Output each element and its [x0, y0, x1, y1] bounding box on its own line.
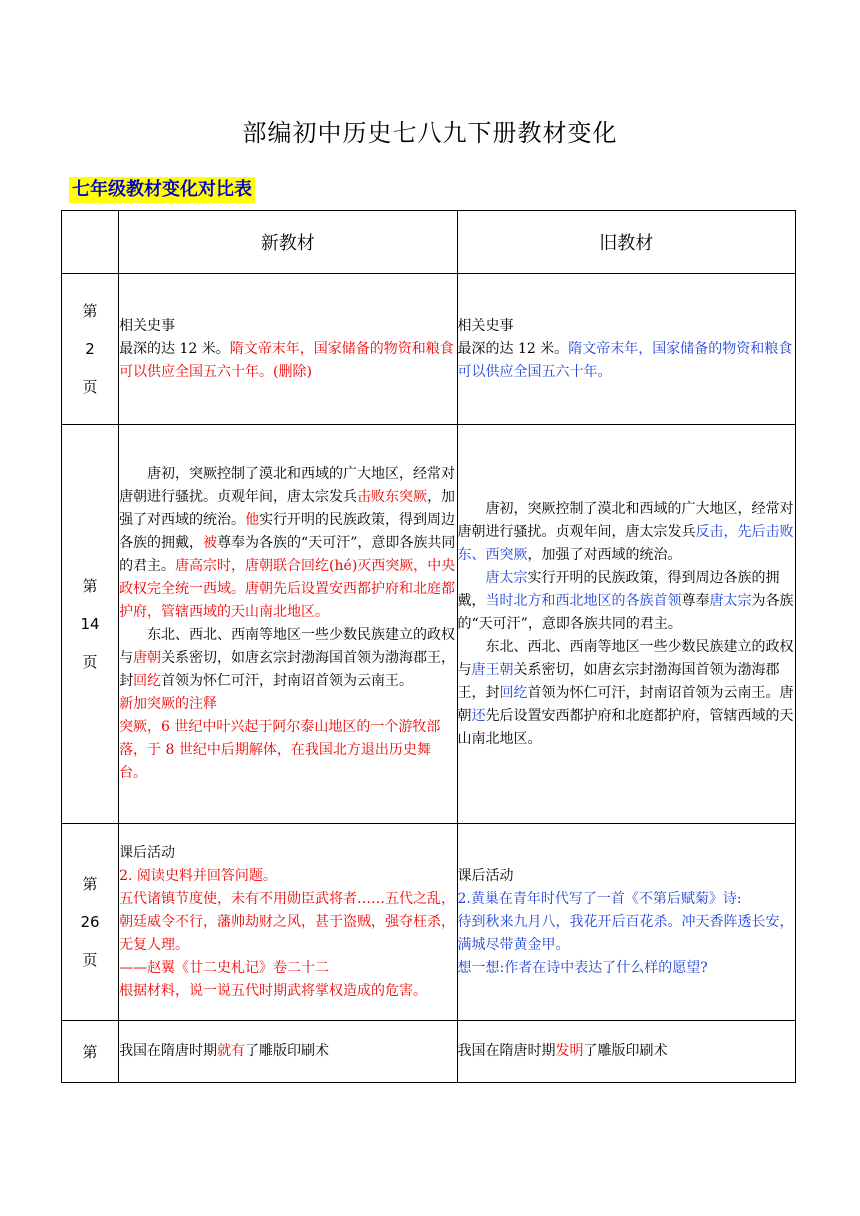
text-run: 隋文帝末年，国家储备的物资和粮食可以供应全国五六十年。(删除) — [119, 340, 454, 380]
page-label: 第 — [82, 302, 98, 320]
text-run: 发明 — [555, 1043, 584, 1059]
text-run: 被 — [203, 535, 218, 551]
text-run: 尊奉为各族的“天可汗”，意即各族共同的君主。 — [119, 535, 456, 574]
paragraph — [119, 842, 456, 865]
text-run: 首领为怀仁可汗，封南诏首领为云南王。 — [161, 673, 414, 689]
text-run: 2. 阅读史料并回答问题。 — [119, 867, 277, 884]
table-header-row — [62, 211, 796, 274]
text-run: ，加强了对西域的统治。 — [527, 546, 682, 563]
paragraph — [458, 338, 795, 384]
text-run: 我国在隋唐时期 — [119, 1043, 218, 1059]
text-run: 最深的达 12 米。 — [119, 340, 230, 357]
paragraph — [458, 315, 795, 338]
page-cell — [62, 425, 119, 824]
text-run: 当时北方和西北地区的各族首领 — [485, 592, 682, 609]
paragraph — [458, 865, 795, 888]
text-run: 他 — [245, 512, 260, 528]
text-run: 为各族的“天可汗”，意即各族共同的君主。 — [457, 592, 794, 632]
text-run: 唐初，突厥控制了漠北和西域的广大地区，经常对唐朝进行骚扰。贞观年间，唐太宗发兵 — [457, 500, 794, 540]
text-run: ，加强了对西域的统治。 — [119, 489, 456, 528]
new-content-cell — [119, 824, 457, 1021]
paragraph — [119, 463, 456, 624]
text-run: 了雕版印刷术 — [583, 1043, 668, 1059]
old-content-cell — [457, 824, 795, 1021]
text-run: 唐太宗 — [485, 569, 528, 586]
text-run: 隋文帝末年，国家储备的物资和粮食可以供应全国五六十年。 — [457, 340, 793, 380]
paragraph — [458, 1040, 795, 1063]
paragraph — [119, 693, 456, 716]
text-run: 待到秋来九月八，我花开后百花杀。冲天香阵透长安，满城尽带黄金甲。 — [457, 913, 794, 953]
old-content-cell — [457, 1021, 795, 1083]
text-run: 尊奉 — [681, 592, 710, 609]
table-row — [62, 425, 796, 824]
text-run: 了雕版印刷术 — [245, 1043, 330, 1059]
header-old: 旧教材 — [457, 211, 795, 274]
text-run: 还 — [471, 707, 486, 724]
paragraph — [119, 888, 456, 957]
text-run: 首领为怀仁可汗，封南诏首领为云南王。唐朝 — [457, 684, 794, 724]
page-cell — [62, 824, 119, 1021]
text-run: 唐朝 — [133, 650, 162, 666]
text-run: 相关史事 — [457, 317, 514, 334]
paragraph — [458, 498, 795, 567]
page-label: 26 — [80, 913, 100, 931]
text-run: 突厥，6 世纪中叶兴起于阿尔泰山地区的一个游牧部落，于 8 世纪中后期解体，在我国北方退出历史舞台。 — [119, 719, 441, 781]
text-run: 2.黄巢在青年时代写了一首《不第后赋菊》诗: — [457, 890, 742, 907]
text-run: ——赵翼《廿二史札记》卷二十二 — [119, 959, 330, 976]
text-run: 关系密切，如唐玄宗封渤海国首领为渤海郡王，封 — [457, 661, 780, 701]
paragraph — [458, 957, 795, 980]
text-run: 新加突厥的注释 — [119, 696, 218, 712]
text-run: 实行开明的民族政策，得到周边各族的拥戴， — [119, 512, 456, 551]
text-run: 反击，先后击败东、西突厥 — [457, 523, 794, 563]
text-run: 东北、西北、西南等地区一些少数民族建立的政权与 — [457, 638, 794, 678]
text-run: 回纥 — [133, 673, 162, 689]
paragraph — [458, 911, 795, 957]
table-row — [62, 1021, 796, 1083]
corner-cell — [62, 211, 119, 274]
page-label: 页 — [82, 378, 98, 396]
paragraph — [119, 338, 456, 384]
paragraph — [119, 624, 456, 693]
paragraph — [119, 315, 456, 338]
text-run: 唐初，突厥控制了漠北和西域的广大地区，经常对唐朝进行骚扰。贞观年间，唐太宗发兵 — [119, 466, 456, 505]
paragraph — [119, 1040, 456, 1063]
text-run: 唐太宗 — [709, 592, 752, 609]
page-label: 页 — [82, 653, 98, 671]
text-run: 相关史事 — [119, 317, 176, 334]
paragraph — [119, 957, 456, 980]
paragraph — [458, 888, 795, 911]
document-title: 部编初中历史七八九下册教材变化 — [242, 119, 618, 147]
text-run: 我国在隋唐时期 — [457, 1043, 556, 1059]
comparison-table — [61, 210, 796, 1083]
page-label: 第 — [82, 1042, 98, 1061]
new-content-cell — [119, 274, 457, 425]
page-label: 2 — [85, 340, 95, 358]
new-content-cell — [119, 425, 457, 824]
text-run: 回纥 — [499, 684, 528, 701]
old-content-cell — [457, 274, 795, 425]
page-label: 第 — [82, 875, 98, 893]
new-content-cell — [119, 1021, 457, 1083]
text-run: 课后活动 — [119, 844, 176, 861]
page-label: 14 — [80, 615, 100, 633]
table-row — [62, 274, 796, 425]
text-run: 击败东突厥 — [357, 489, 428, 505]
text-run: 唐高宗时，唐朝联合回纥(hé)灭西突厥，中央政权完全统一西域。唐朝先后设置安西都护府和北庭都护府，管辖西域的天山南北地区。 — [119, 558, 456, 620]
table-row — [62, 824, 796, 1021]
paragraph — [119, 865, 456, 888]
text-run: 关系密切，如唐玄宗封渤海国首领为渤海郡王，封 — [119, 650, 456, 689]
paragraph — [458, 636, 795, 751]
text-run: 根据材料，说一说五代时期武将掌权造成的危害。 — [119, 982, 428, 999]
old-content-cell — [457, 425, 795, 824]
text-run: 就有 — [217, 1043, 246, 1059]
paragraph — [458, 567, 795, 636]
text-run: 实行开明的民族政策，得到周边各族的拥戴， — [457, 569, 780, 609]
text-run: 先后设置安西都护府和北庭都护府，管辖西域的天山南北地区。 — [457, 707, 794, 747]
text-run: 唐王朝 — [471, 661, 514, 678]
page-label: 页 — [82, 951, 98, 969]
text-run: 东北、西北、西南等地区一些少数民族建立的政权与 — [119, 627, 456, 666]
page-label: 第 — [82, 577, 98, 595]
page-cell — [62, 274, 119, 425]
text-run: 最深的达 12 米。 — [457, 340, 569, 357]
page-cell — [62, 1021, 119, 1083]
paragraph — [119, 716, 456, 785]
paragraph — [119, 980, 456, 1003]
text-run: 五代诸镇节度使，未有不用勋臣武将者……五代之乱，朝廷威令不行，藩帅劫财之风，甚于盗贼，强夺枉杀，无复人理。 — [119, 890, 456, 953]
text-run: 课后活动 — [457, 867, 514, 884]
text-run: 想一想:作者在诗中表达了什么样的愿望? — [457, 959, 708, 976]
header-new: 新教材 — [119, 211, 457, 274]
section-heading: 七年级教材变化对比表 — [69, 177, 255, 203]
